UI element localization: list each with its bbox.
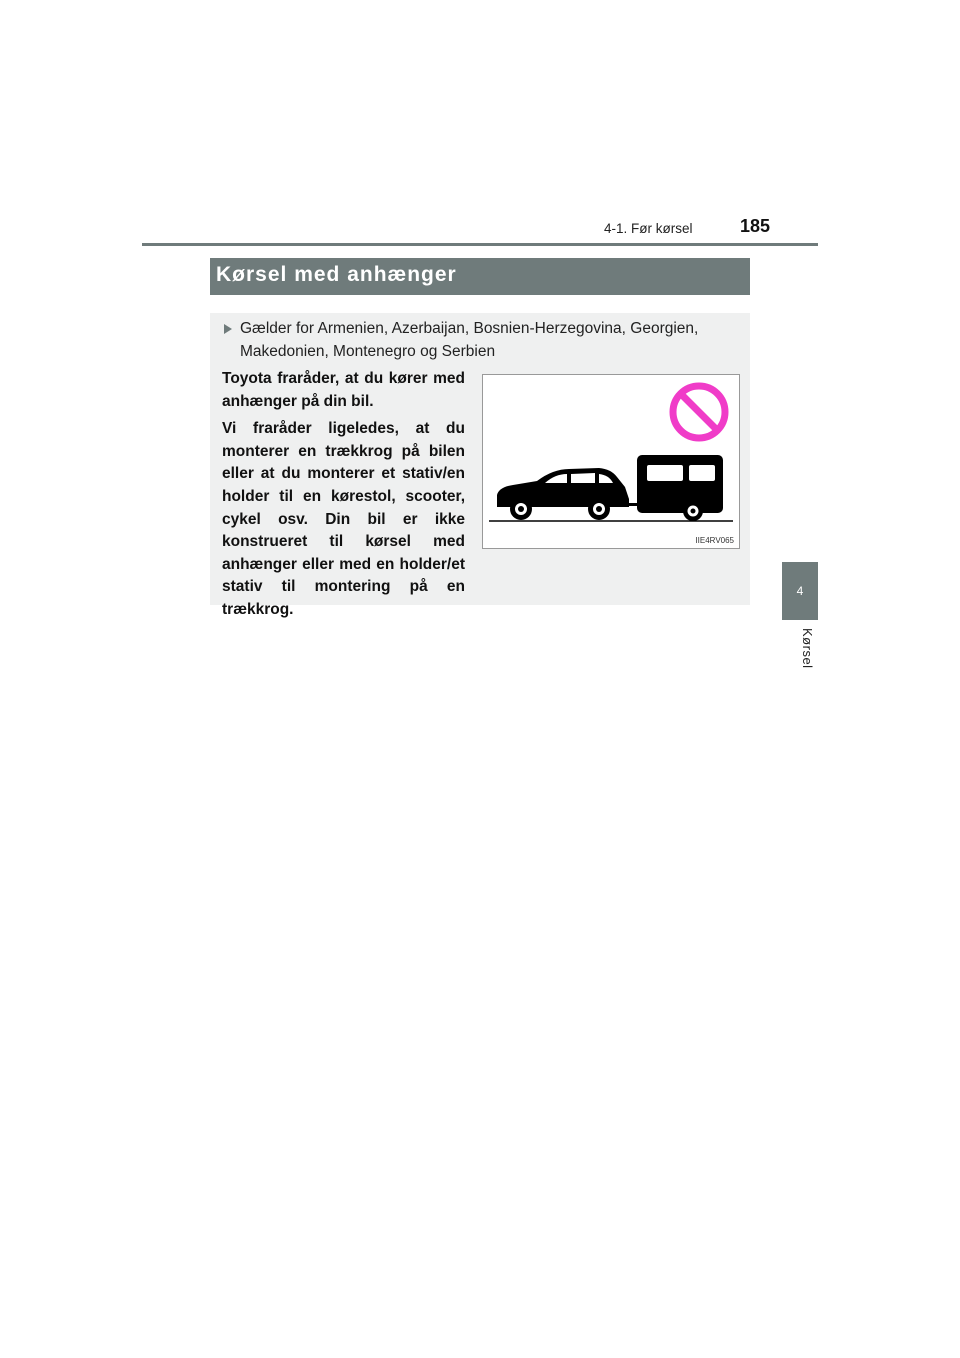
illustration <box>482 374 740 549</box>
header-section: 4-1. Før kørsel <box>604 221 693 236</box>
section-title: Kørsel med anhænger <box>216 263 457 286</box>
paragraph-1: Toyota fraråder, at du kører med anhænger på din bil. <box>222 370 465 410</box>
page-number: 185 <box>740 216 771 236</box>
towing-illustration <box>483 375 739 548</box>
prohibited-icon <box>673 386 725 438</box>
content-box <box>210 313 750 618</box>
applies-to-text: Gælder for Armenien, Azerbaijan, Bosnien-Herzegovina, Georgien, Makedonien, Montenegro og Serbien <box>240 320 699 360</box>
bullet-triangle-icon <box>224 324 232 334</box>
applies-to-note <box>240 317 740 363</box>
car-icon <box>497 468 639 520</box>
paragraph-2: Vi fraråder ligeledes, at du monterer en trækkrog på bilen eller at du monterer et stativ/en holder til en kørestol, scooter, cykel osv. Din bil er ikke konstrueret til kørsel med anhænger eller med en holder/et stativ til montering på en trækkrog. <box>222 420 465 618</box>
illustration-code: IIE4RV065 <box>695 536 734 545</box>
chapter-tab[interactable]: 4 <box>782 562 818 620</box>
section-title-bar <box>210 258 750 295</box>
trailer-icon <box>637 455 723 521</box>
header-rule <box>142 243 818 246</box>
body-text <box>222 368 465 627</box>
chapter-label: Kørsel <box>800 628 815 669</box>
